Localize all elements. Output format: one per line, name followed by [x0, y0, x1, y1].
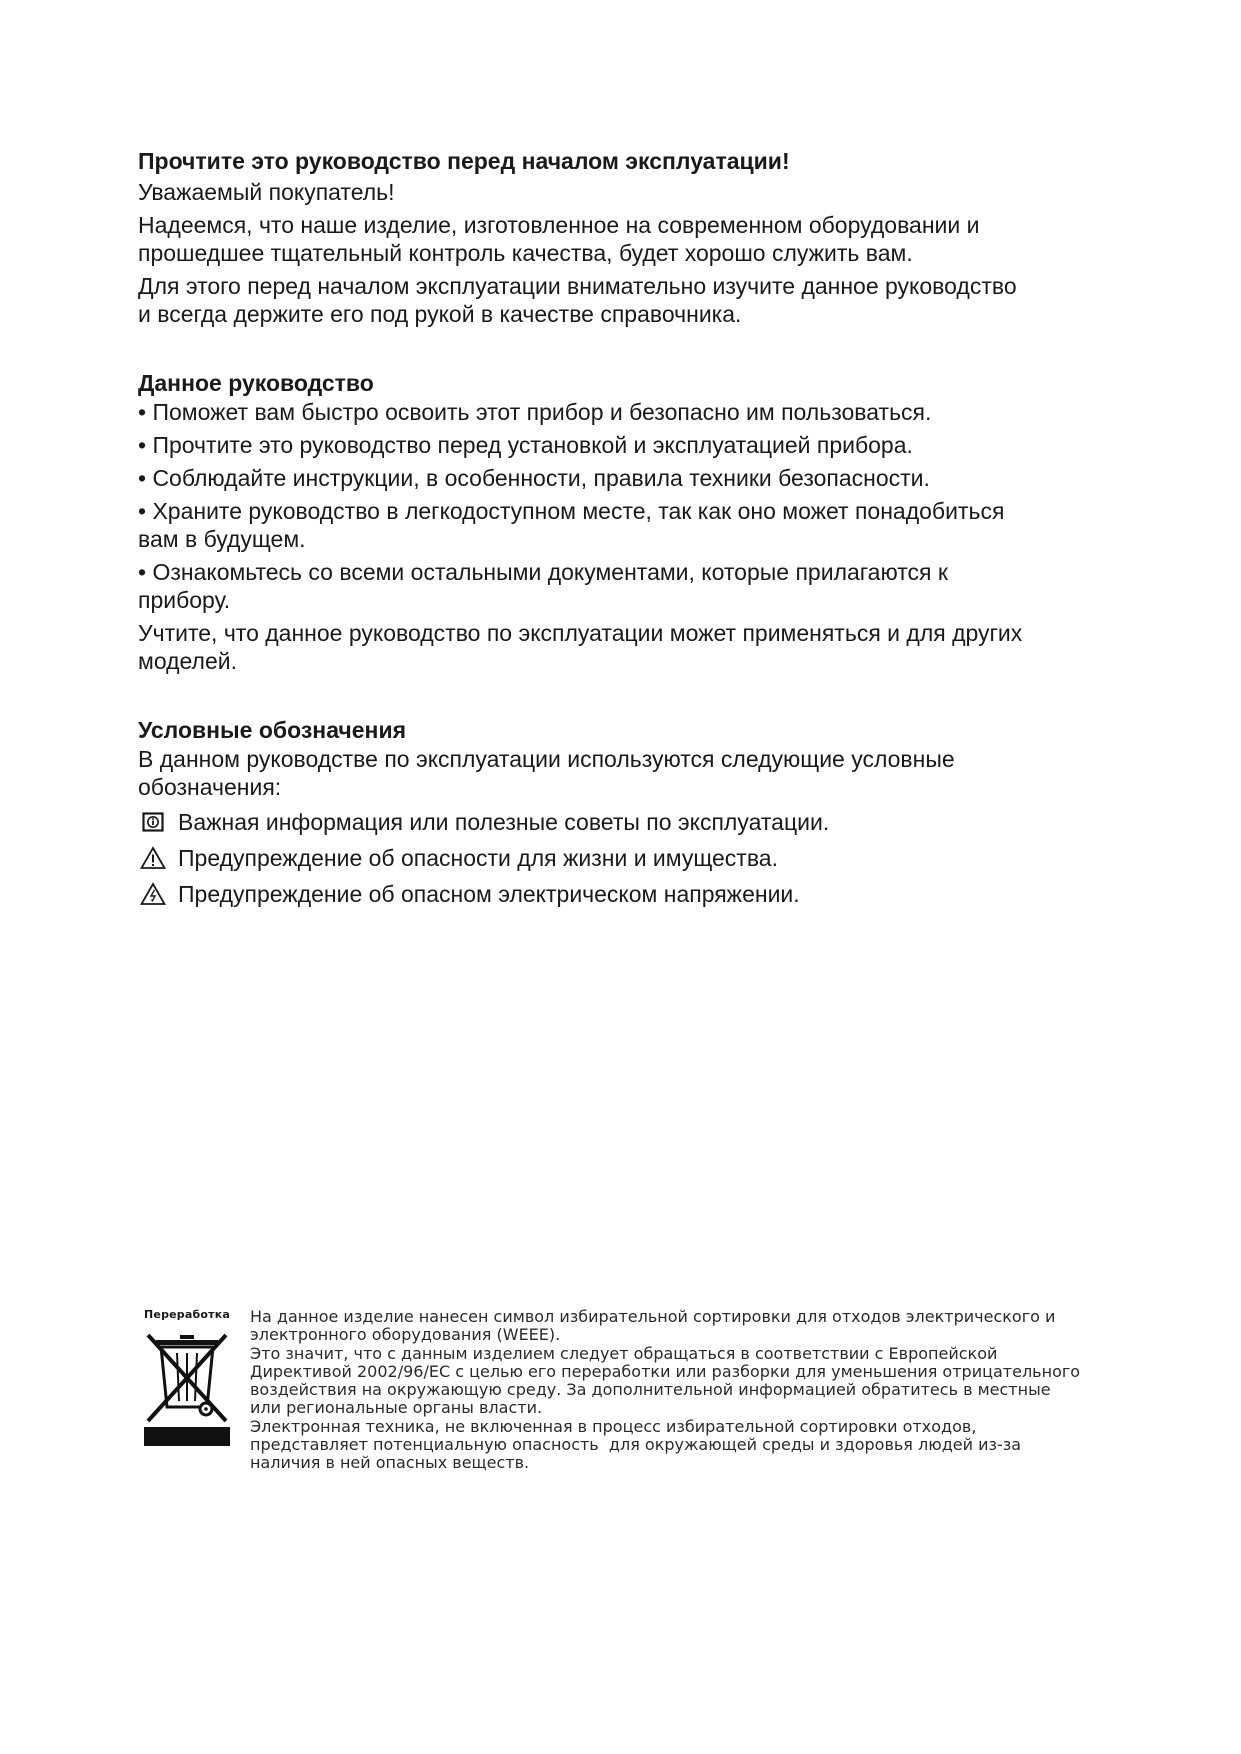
warning-icon — [138, 845, 168, 871]
bullet-line: • Ознакомьтесь со всеми остальными документами, которые прилагаются к — [138, 559, 948, 585]
intro-paragraph-1-line-1: Надеемся, что наше изделие, изготовленное на современном оборудовании и — [138, 212, 980, 238]
weee-line: представляет потенциальную опасность для окружающей среды и здоровья людей из-за — [250, 1435, 1022, 1455]
weee-symbol-block — [140, 1308, 234, 1447]
legend-item-electric-warning — [138, 879, 1118, 909]
weee-line: Директивой 2002/96/EC с целью его переработки или разборки для уменьшения отрицательного — [250, 1361, 1081, 1381]
symbols-intro-line-1: В данном руководстве по эксплуатации используются следующие условные — [138, 746, 955, 772]
legend-item-warning — [138, 843, 1118, 873]
bullet-line: • Соблюдайте инструкции, в особенности, правила техники безопасности. — [138, 465, 930, 491]
list-item — [138, 497, 1118, 553]
bullet-line: • Храните руководство в легкодоступном месте, так как оно может понадобиться — [138, 498, 1005, 524]
bullet-line: • Поможет вам быстро освоить этот прибор и безопасно им пользоваться. — [138, 399, 932, 425]
intro-paragraph-2-line-2: и всегда держите его под рукой в качестве справочника. — [138, 301, 742, 327]
legend-text: Важная информация или полезные советы по эксплуатации. — [178, 809, 830, 835]
manual-note-line-2: моделей. — [138, 648, 237, 674]
intro-title: Прочтите это руководство перед началом эксплуатации! — [138, 148, 790, 174]
info-icon — [138, 809, 168, 835]
legend-text: Предупреждение об опасном электрическом напряжении. — [178, 881, 800, 907]
list-item — [138, 398, 1118, 426]
legend-text: Предупреждение об опасности для жизни и имущества. — [178, 845, 778, 871]
symbols-intro-line-2: обозначения: — [138, 774, 282, 800]
bullet-line-continued: прибору. — [138, 587, 231, 613]
list-item — [138, 558, 1118, 614]
weee-label: Переработка — [144, 1308, 230, 1321]
weee-text — [250, 1308, 1150, 1473]
bullet-line-continued: вам в будущем. — [138, 526, 306, 552]
weee-line: электронного оборудования (WEEE). — [250, 1325, 561, 1345]
weee-line: На данное изделие нанесен символ избирательной сортировки для отходов электрического и — [250, 1307, 1056, 1326]
intro-paragraph-2-line-1: Для этого перед началом эксплуатации внимательно изучите данное руководство — [138, 273, 1017, 299]
list-item — [138, 431, 1118, 459]
legend-item-info — [138, 807, 1118, 837]
manual-heading: Данное руководство — [138, 370, 374, 396]
weee-line: наличия в ней опасных веществ. — [250, 1453, 530, 1473]
weee-line: Это значит, что с данным изделием следует обращаться в соответствии с Европейской — [250, 1343, 998, 1363]
main-content — [138, 146, 1118, 909]
weee-line: воздействия на окружающую среду. За дополнительной информацией обратитесь в местные — [250, 1380, 1051, 1400]
manual-note-line-1: Учтите, что данное руководство по эксплуатации может применяться и для других — [138, 620, 1023, 646]
electric-warning-icon — [138, 881, 168, 907]
weee-section — [140, 1308, 1140, 1488]
weee-line: Электронная техника, не включенная в процесс избирательной сортировки отходов, — [250, 1416, 977, 1436]
symbols-heading: Условные обозначения — [138, 717, 407, 743]
manual-bullet-list — [138, 398, 1118, 614]
intro-paragraph-1-line-2: прошедшее тщательный контроль качества, будет хорошо служить вам. — [138, 240, 913, 266]
weee-line: или региональные органы власти. — [250, 1398, 543, 1418]
crossed-bin-icon — [142, 1325, 232, 1447]
bullet-line: • Прочтите это руководство перед установкой и эксплуатацией прибора. — [138, 432, 913, 458]
list-item — [138, 464, 1118, 492]
greeting: Уважаемый покупатель! — [138, 179, 395, 205]
